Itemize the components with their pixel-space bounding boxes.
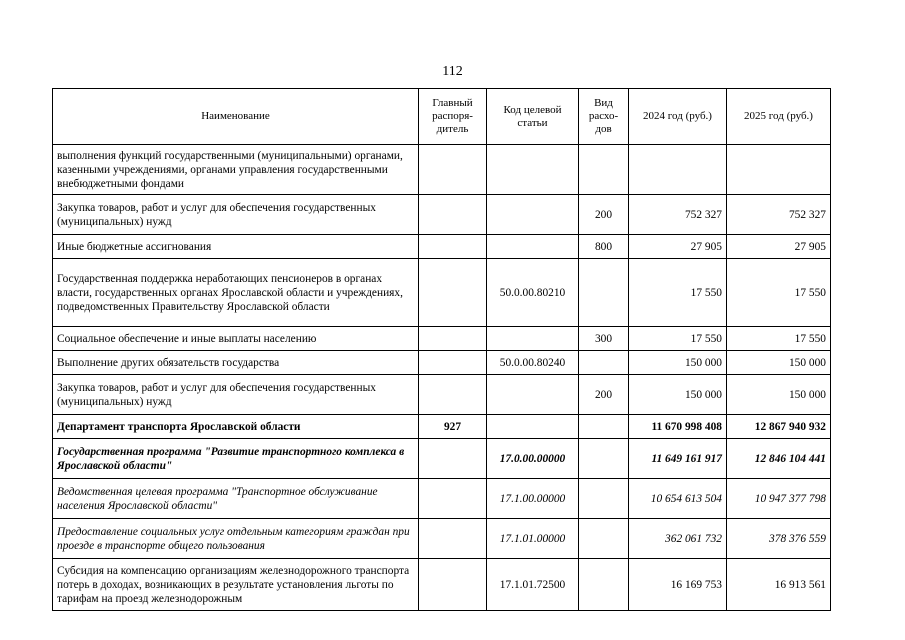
table-row bbox=[53, 439, 831, 479]
row-manager bbox=[419, 327, 487, 351]
row-2024: 10 654 613 504 bbox=[629, 479, 727, 519]
row-code: 17.1.01.00000 bbox=[487, 519, 579, 559]
row-name: Государственная программа "Развитие транспортного комплекса в Ярославской области" bbox=[53, 439, 419, 479]
row-2024: 17 550 bbox=[629, 259, 727, 327]
row-type: 800 bbox=[579, 235, 629, 259]
row-name: Государственная поддержка неработающих пенсионеров в органах власти, государственных органах Ярославской области и учреждениях, подведомственных Правительству Ярославской области bbox=[53, 259, 419, 327]
row-2025: 17 550 bbox=[727, 259, 831, 327]
row-name: Выполнение других обязательств государства bbox=[53, 351, 419, 375]
row-2024: 11 649 161 917 bbox=[629, 439, 727, 479]
header-type: Вид расхо-дов bbox=[579, 89, 629, 145]
row-2024: 16 169 753 bbox=[629, 559, 727, 611]
row-code: 17.1.00.00000 bbox=[487, 479, 579, 519]
row-manager bbox=[419, 145, 487, 195]
row-type: 200 bbox=[579, 375, 629, 415]
table-row bbox=[53, 415, 831, 439]
row-code bbox=[487, 195, 579, 235]
row-name: Субсидия на компенсацию организациям железнодорожного транспорта потерь в доходах, возникающих в результате установления льготы по тарифам на проезд железнодорожным bbox=[53, 559, 419, 611]
row-manager: 927 bbox=[419, 415, 487, 439]
row-name: Закупка товаров, работ и услуг для обеспечения государственных (муниципальных) нужд bbox=[53, 375, 419, 415]
row-name: Ведомственная целевая программа "Транспортное обслуживание населения Ярославской области" bbox=[53, 479, 419, 519]
row-name: Департамент транспорта Ярославской области bbox=[53, 415, 419, 439]
row-manager bbox=[419, 235, 487, 259]
row-type bbox=[579, 519, 629, 559]
row-manager bbox=[419, 351, 487, 375]
row-code: 50.0.00.80210 bbox=[487, 259, 579, 327]
row-code: 50.0.00.80240 bbox=[487, 351, 579, 375]
row-type bbox=[579, 479, 629, 519]
row-code bbox=[487, 145, 579, 195]
row-manager bbox=[419, 259, 487, 327]
row-2024: 150 000 bbox=[629, 375, 727, 415]
table-row bbox=[53, 235, 831, 259]
table-row bbox=[53, 145, 831, 195]
row-type bbox=[579, 259, 629, 327]
row-name: Предоставление социальных услуг отдельным категориям граждан при проезде в транспорте общего пользования bbox=[53, 519, 419, 559]
row-type bbox=[579, 351, 629, 375]
row-2025: 16 913 561 bbox=[727, 559, 831, 611]
row-code: 17.0.00.00000 bbox=[487, 439, 579, 479]
row-2024: 752 327 bbox=[629, 195, 727, 235]
row-type: 300 bbox=[579, 327, 629, 351]
table-row bbox=[53, 351, 831, 375]
row-2025: 150 000 bbox=[727, 351, 831, 375]
row-type bbox=[579, 415, 629, 439]
row-2025: 27 905 bbox=[727, 235, 831, 259]
row-manager bbox=[419, 375, 487, 415]
header-code: Код целевой статьи bbox=[487, 89, 579, 145]
row-2024: 27 905 bbox=[629, 235, 727, 259]
row-code bbox=[487, 235, 579, 259]
row-2025: 12 846 104 441 bbox=[727, 439, 831, 479]
header-2024: 2024 год (руб.) bbox=[629, 89, 727, 145]
header-2025: 2025 год (руб.) bbox=[727, 89, 831, 145]
row-manager bbox=[419, 479, 487, 519]
table-row bbox=[53, 479, 831, 519]
row-2024: 362 061 732 bbox=[629, 519, 727, 559]
row-2024: 11 670 998 408 bbox=[629, 415, 727, 439]
table-row bbox=[53, 375, 831, 415]
page-number: 112 bbox=[442, 64, 463, 79]
row-2025: 17 550 bbox=[727, 327, 831, 351]
row-name: Социальное обеспечение и иные выплаты населению bbox=[53, 327, 419, 351]
row-type bbox=[579, 439, 629, 479]
row-2024: 17 550 bbox=[629, 327, 727, 351]
table-row bbox=[53, 519, 831, 559]
row-type bbox=[579, 559, 629, 611]
budget-table bbox=[52, 88, 831, 611]
table-row bbox=[53, 559, 831, 611]
row-2025 bbox=[727, 145, 831, 195]
row-code bbox=[487, 375, 579, 415]
row-2025: 150 000 bbox=[727, 375, 831, 415]
row-2025: 10 947 377 798 bbox=[727, 479, 831, 519]
header-manager: Главный распоря-дитель bbox=[419, 89, 487, 145]
table-row bbox=[53, 259, 831, 327]
row-code: 17.1.01.72500 bbox=[487, 559, 579, 611]
row-manager bbox=[419, 195, 487, 235]
row-2024: 150 000 bbox=[629, 351, 727, 375]
table-row bbox=[53, 327, 831, 351]
row-2024 bbox=[629, 145, 727, 195]
row-name: выполнения функций государственными (муниципальными) органами, казенными учреждениями, органами управления государственными внебюджетными фондами bbox=[53, 145, 419, 195]
row-code bbox=[487, 327, 579, 351]
row-type bbox=[579, 145, 629, 195]
row-type: 200 bbox=[579, 195, 629, 235]
row-manager bbox=[419, 559, 487, 611]
table-header-row bbox=[53, 89, 831, 145]
row-manager bbox=[419, 439, 487, 479]
row-2025: 378 376 559 bbox=[727, 519, 831, 559]
row-name: Закупка товаров, работ и услуг для обеспечения государственных (муниципальных) нужд bbox=[53, 195, 419, 235]
table-row bbox=[53, 195, 831, 235]
header-name: Наименование bbox=[53, 89, 419, 145]
row-2025: 12 867 940 932 bbox=[727, 415, 831, 439]
row-2025: 752 327 bbox=[727, 195, 831, 235]
row-manager bbox=[419, 519, 487, 559]
row-code bbox=[487, 415, 579, 439]
row-name: Иные бюджетные ассигнования bbox=[53, 235, 419, 259]
